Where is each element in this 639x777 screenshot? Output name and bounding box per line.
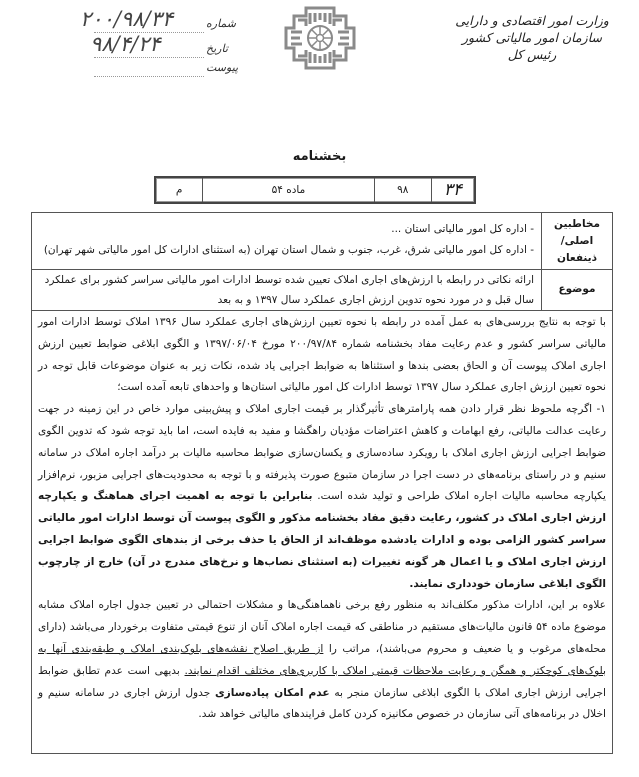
ministry-name: وزارت امور اقتصادی و دارایی xyxy=(455,13,609,28)
intamedia-tax-organization-emblem-icon xyxy=(284,4,356,72)
subject-row xyxy=(32,269,612,311)
body-p2-start: علاوه بر این، ادارات مذکور مکلف‌اند به منظور رفع برخی ناهماهنگی‌ها و مشکلات احتمالی در تعیین جدول اجاره املاک مشابه موضوع ماده ۵۴ قانون مالیات‌های مستقیم در مناطقی که قیمت اجاره املاک آنان از تنوع قیمتی متفاوت برخوردار می‌باشد (دارای محله‌های مرغوب و یا ضعیف و محروم می‌باشند)، مراتب را xyxy=(38,599,606,655)
recipient-item: - اداره کل امور مالیاتی استان ... xyxy=(391,223,534,235)
date-label: تاریخ xyxy=(206,42,228,55)
subject-label: موضوع xyxy=(541,269,612,310)
recipient-item: - اداره کل امور مالیاتی شرق، غرب، جنوب و شمال استان تهران (به استثنای ادارات کل امور مالیاتی شهر تهران) xyxy=(43,244,534,256)
date-value: ۹۸/۴/۲۴ xyxy=(90,32,161,56)
number-value: ۲۰۰/۹۸/۳۴ xyxy=(80,7,174,31)
body-paragraph-1 xyxy=(38,399,606,595)
attachment-label: پیوست xyxy=(206,61,239,74)
number-label: شماره xyxy=(206,17,237,30)
body-p1-bold: بنابراین با توجه به اهمیت اجرای هماهنگ و یکپارچه ارزش اجاری املاک در کشور، رعایت دقیق مفاد بخشنامه مذکور و الگوی پیوست آن توسط ادارات امور مالیاتی سراسر کشور الزامی بوده و ادارات یادشده موظف‌اند از الحاق یا حذف برخی از بندهای الگوی ضوابط اجرایی ارزش اجاری املاک و یا اعمال هر گونه تغییرات (به استثنای نصاب‌ها و نرخ‌های مندرج در آن) خارج از چارچوب الگوی ابلاغی سازمان خودداری نمایند. xyxy=(38,490,606,590)
head-title: رئیس کل xyxy=(507,47,557,62)
recipients-content xyxy=(32,213,541,269)
body-p2-bold: عدم امکان پیاده‌سازی xyxy=(214,686,330,699)
circular-article: ماده ۵۴ xyxy=(203,177,375,203)
circular-main-table xyxy=(31,212,613,754)
subject-text: ارائه نکاتی در رابطه با ارزش‌های اجاری املاک تعیین شده توسط ادارات امور مالیاتی سراسر کشور برای عملکرد سال قبل و در مورد نحوه تدوین ارزش اجاری عملکرد سال ۱۳۹۷ و به بعد xyxy=(44,274,534,306)
document-meta xyxy=(80,7,239,79)
date-field xyxy=(90,32,228,58)
organization-name: سازمان امور مالیاتی کشور xyxy=(462,30,602,45)
body-p2-underlined: از طریق اصلاح نقشه‌های بلوک‌بندی املاک و طبقه‌بندی آنها به بلوک‌های کوچکتر و همگن و رعایت ملاحظات قیمتی املاک با کاربری‌های مختلف اقدام نمایند. xyxy=(38,642,606,677)
recipients-label xyxy=(541,213,612,269)
recipients-label-line2: ذینفعان xyxy=(556,251,597,264)
body-intro: با توجه به نتایج بررسی‌های به عمل آمده در رابطه با نحوه تعیین ارزش‌های اجاری عملکرد سال ۱۳۹۶ املاک توسط ادارات امور مالیاتی سراسر کشور و عدم رعایت مفاد بخشنامه شماره ۲۰۰/۹۷/۸۴ مورخ ۱۳۹۷/۰۶/۰۴ و الگوی ابلاغی ضوابط تعیین ارزش اجاری املاک پیوست آن و الحاق بعضی بندها و استثناها به ضوابط اجرایی یاد شده، نکات زیر به عنوان موضوعات قابل توجه در نحوه تعیین ارزش اجاری عملکرد سال ۱۳۹۷ توسط ادارات کل امور مالیاتی استان‌ها و واحدهای تابعه آمده است؛ xyxy=(38,316,607,394)
recipients-row xyxy=(32,213,612,270)
body-paragraph-2 xyxy=(38,595,606,726)
number-field xyxy=(80,7,237,33)
circular-number: ۳۴ xyxy=(431,177,475,203)
document-title: بخشنامه xyxy=(292,149,347,164)
recipients-label-line1: مخاطبین اصلی/ xyxy=(554,217,600,247)
body-p1-normal: ۱- اگرچه ملحوظ نظر قرار دادن همه پارامترهای تأثیرگذار بر قیمت اجاری املاک و پیش‌بینی موارد خاص در این زمینه در جهت رعایت عدالت مالیاتی، رفع ابهامات و کاهش اعتراضات مؤدیان راهگشا و مفید به فایده است، اما باید توجه شود که تدوین الگوی ضوابط اجرایی ارزش اجاری املاک با رویکرد ساده‌سازی و یکسان‌سازی ضوابط محاسبه مالیات بر درآمد اجاره املاک در سامانه سنیم و در راستای برنامه‌های در دست اجرا در سازمان متبوع صورت پذیرفته و با توجه به محدودیت‌های اجرایی مزبور، نرم‌افزار یکپارچه محاسبه مالیات اجاره املاک طراحی و تولید شده است. xyxy=(38,403,606,503)
attachment-field xyxy=(94,60,239,77)
ministry-header xyxy=(447,12,617,63)
circular-code: م xyxy=(155,177,203,203)
body-text xyxy=(32,310,612,726)
body-p2-mid: بدیهی است عدم تطابق ضوابط اجرایی ارزش اجاری املاک با الگوی ابلاغی سازمان منجر به xyxy=(38,664,606,699)
body-row xyxy=(32,310,612,753)
circular-info-table xyxy=(154,176,476,204)
circular-year: ۹۸ xyxy=(374,177,431,203)
body-p2-end: جدول ارزش اجاری در سامانه سنیم و اخلال در برنامه‌های آتی سازمان در خصوص مکانیزه کردن کامل فرایندهای مالیاتی خواهد شد. xyxy=(38,686,606,721)
